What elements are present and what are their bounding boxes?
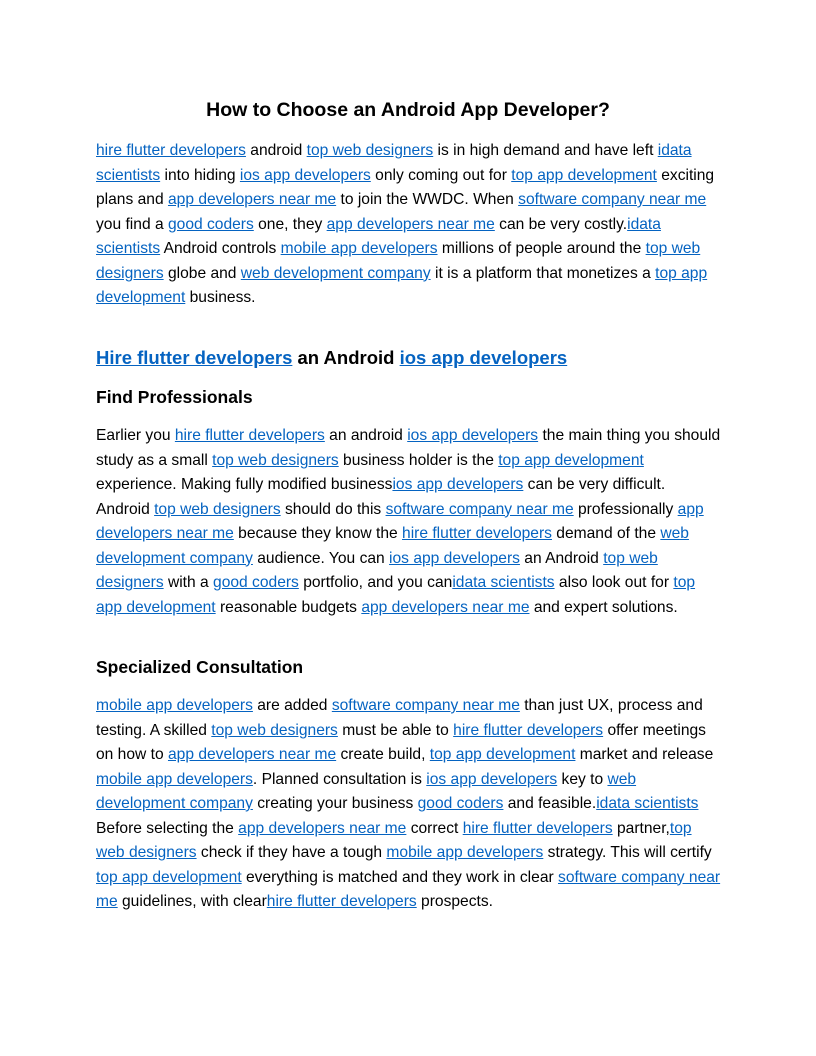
hyperlink[interactable]: top web designers	[154, 500, 281, 518]
hyperlink[interactable]: idata scientists	[596, 795, 699, 812]
hyperlink[interactable]: idata scientists	[452, 574, 555, 591]
body-text: an Android	[519, 549, 604, 567]
body-text: guidelines, with clear	[117, 893, 267, 910]
body-text: prospects.	[416, 893, 493, 910]
body-text: and feasible.	[503, 795, 597, 812]
hyperlink[interactable]: top app development	[96, 264, 708, 306]
hyperlink[interactable]: hire flutter developers	[462, 819, 613, 837]
hyperlink[interactable]: top web designers	[96, 549, 658, 591]
body-text: creating your business	[252, 795, 418, 812]
hyperlink[interactable]: app developers near me	[326, 215, 495, 233]
hyperlink[interactable]: idata scientists	[96, 142, 692, 184]
body-text: can be very costly.	[494, 215, 628, 233]
body-text: exciting plans and	[96, 166, 715, 208]
body-text: millions of people around the	[437, 240, 646, 257]
body-text: an Android	[292, 347, 400, 368]
hyperlink[interactable]: hire flutter developers	[174, 427, 325, 444]
body-text: everything is matched and they work in clear	[241, 868, 559, 886]
body-text: to join the WWDC. When	[336, 191, 519, 208]
hyperlink[interactable]: top app development	[429, 746, 576, 763]
heading-specialized-consultation: Specialized Consultation	[96, 657, 304, 677]
hyperlink[interactable]: app developers near me	[361, 598, 530, 616]
body-text: Android controls	[160, 240, 281, 257]
body-text: than just UX, process and testing. A skilled	[96, 697, 703, 739]
hyperlink[interactable]: mobile app developers	[386, 844, 544, 861]
hyperlink[interactable]: top web designers	[96, 240, 701, 282]
body-text: Earlier you	[96, 427, 175, 444]
body-text: reasonable budgets	[215, 598, 362, 616]
hyperlink[interactable]: hire flutter developers	[96, 142, 246, 159]
hyperlink[interactable]: top web designers	[96, 819, 692, 861]
hyperlink[interactable]: top app development	[96, 574, 696, 616]
hyperlink[interactable]: ios app developers	[389, 549, 520, 567]
hyperlink[interactable]: hire flutter developers	[266, 893, 417, 910]
hyperlink[interactable]: app developers near me	[167, 746, 337, 763]
hyperlink[interactable]: web development company	[240, 264, 431, 282]
body-text: audience. You can	[252, 549, 390, 567]
body-text: should do this	[280, 500, 386, 518]
body-text: must be able to	[337, 721, 454, 739]
hyperlink[interactable]: good coders	[417, 795, 504, 812]
hyperlink[interactable]: top web designers	[306, 142, 434, 159]
body-text: android	[245, 142, 307, 159]
body-text: is in high demand and have left	[433, 142, 658, 159]
hyperlink[interactable]: top web designers	[212, 451, 339, 469]
body-text: portfolio, and you can	[298, 574, 453, 591]
body-text: one, they	[253, 215, 327, 233]
body-text: business.	[185, 289, 256, 306]
hyperlink[interactable]: good coders	[213, 574, 299, 591]
hyperlink[interactable]: software company near me	[385, 500, 574, 518]
hyperlink[interactable]: top app development	[511, 166, 657, 184]
hyperlink[interactable]: top web designers	[211, 721, 338, 739]
hyperlink[interactable]: hire flutter developers	[453, 721, 604, 739]
body-text: are added	[252, 697, 332, 714]
hyperlink[interactable]: mobile app developers	[96, 770, 253, 788]
body-text: into hiding	[160, 166, 240, 184]
body-text: globe and	[163, 264, 241, 282]
body-text: it is a platform that monetizes a	[430, 264, 656, 282]
hyperlink[interactable]: mobile app developers	[280, 240, 438, 257]
hyperlink[interactable]: app developers near me	[238, 819, 407, 837]
hyperlink[interactable]: ios app developers	[392, 476, 524, 493]
specialized-consultation-paragraph	[96, 694, 722, 915]
hyperlink[interactable]: app developers near me	[96, 500, 704, 542]
body-text: check if they have a tough	[196, 844, 387, 861]
body-text: Before selecting the	[96, 819, 239, 837]
body-text: demand of the	[551, 525, 661, 542]
body-text: business holder is the	[338, 451, 499, 469]
intro-paragraph	[96, 139, 722, 311]
body-text: experience. Making fully modified business	[96, 476, 393, 493]
body-text: key to	[557, 770, 608, 788]
body-text: an android	[324, 427, 408, 444]
hyperlink[interactable]: software company near me	[96, 868, 721, 910]
hyperlink[interactable]: software company near me	[518, 191, 707, 208]
section-heading-android	[96, 347, 567, 369]
body-text: you find a	[96, 215, 168, 233]
body-text: offer meetings on how to	[96, 721, 706, 763]
hyperlink[interactable]: top app development	[498, 451, 644, 469]
body-text: market and release	[575, 746, 714, 763]
hyperlink[interactable]: top app development	[96, 868, 242, 886]
body-text: professionally	[573, 500, 678, 518]
body-text: . Planned consultation is	[252, 770, 427, 788]
hyperlink[interactable]: mobile app developers	[96, 697, 253, 714]
body-text: also look out for	[554, 574, 674, 591]
hyperlink[interactable]: web development company	[96, 770, 637, 812]
hyperlink[interactable]: ios app developers	[407, 427, 539, 444]
hyperlink[interactable]: ios app developers	[426, 770, 558, 788]
body-text: strategy. This will certify	[543, 844, 712, 861]
hyperlink[interactable]: idata scientists	[96, 215, 661, 257]
find-professionals-paragraph	[96, 424, 722, 620]
body-text: can be very difficult. Android	[96, 476, 666, 518]
hyperlink[interactable]: web development company	[96, 525, 689, 567]
body-text: create build,	[336, 746, 430, 763]
hyperlink[interactable]: ios app developers	[239, 166, 371, 184]
body-text: correct	[406, 819, 463, 837]
heading-find-professionals: Find Professionals	[96, 387, 253, 407]
hyperlink[interactable]: hire flutter developers	[402, 525, 552, 542]
body-text: with a	[163, 574, 214, 591]
hyperlink[interactable]: Hire flutter developers	[96, 347, 293, 368]
hyperlink[interactable]: software company near me	[331, 697, 520, 714]
hyperlink[interactable]: app developers near me	[167, 191, 337, 208]
body-text: partner,	[612, 819, 670, 837]
hyperlink[interactable]: ios app developers	[399, 347, 568, 368]
page-title: How to Choose an Android App Developer?	[206, 99, 610, 121]
body-text: and expert solutions.	[529, 598, 678, 616]
body-text: only coming out for	[370, 166, 512, 184]
body-text: the main thing you should study as a small	[96, 427, 721, 469]
hyperlink[interactable]: good coders	[167, 215, 254, 233]
body-text: because they know the	[233, 525, 403, 542]
